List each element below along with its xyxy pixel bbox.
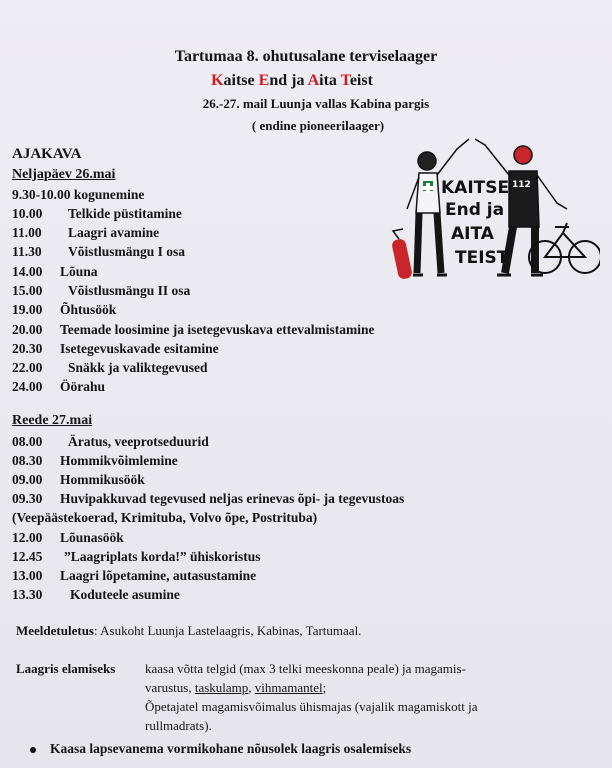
former-camp-note: ( endine pioneerilaager): [251, 118, 385, 133]
schedule-time: 09.00: [12, 472, 43, 487]
schedule-activity: Teemade loosimine ja isetegevuskava ettevalmistamine: [60, 322, 375, 337]
motto-cap-2: E: [258, 72, 270, 89]
schedule-activity: Hommikvõimlemine: [60, 453, 178, 468]
flyer-title: Tartumaa 8. ohutusalane terviselaager: [174, 48, 438, 65]
schedule-row: [12, 472, 145, 488]
raincoat-text: vihmamantel: [254, 680, 323, 695]
logo-line-4: TEIST: [455, 248, 509, 268]
logo-line-3: AITA: [451, 224, 494, 244]
living-line-1: kaasa võtta telgid (max 3 telki meeskonna peale) ja magamis-: [145, 661, 466, 676]
logo-line-1: KAITSE: [441, 178, 510, 198]
schedule-activity: Võistlusmängu II osa: [68, 283, 191, 298]
schedule-time: 13.00: [12, 568, 43, 583]
fire-extinguisher-icon: [391, 229, 413, 280]
schedule-time: 24.00: [12, 379, 43, 394]
schedule-row: [12, 187, 144, 203]
schedule-activity: Õhtusöök: [60, 302, 117, 317]
schedule-activity: Telkide püstitamine: [68, 206, 182, 221]
schedule-time: 08.30: [12, 453, 43, 468]
motto-rest-3: ita: [319, 72, 341, 89]
schedule-time: 10.00: [12, 206, 43, 221]
schedule-row: [12, 568, 256, 584]
schedule-row: [12, 322, 374, 338]
day1-heading: Neljapäev 26.mai: [12, 167, 116, 182]
schedule-time: 15.00: [12, 283, 43, 298]
schedule-row: [12, 206, 182, 222]
schedule-time: 12.45: [12, 549, 43, 564]
reminder-paragraph: [16, 623, 361, 639]
schedule-time: 9.30-10.00: [12, 187, 71, 202]
schedule-time: 11.30: [12, 244, 42, 259]
schedule-activity: Huvipakkuvad tegevused neljas erinevas õpi- ja tegevustoas: [60, 491, 405, 506]
schedule-row: [12, 530, 124, 546]
schedule-row: [12, 264, 98, 280]
schedule-row: [12, 453, 178, 469]
bicycle-icon: [529, 223, 600, 273]
bullet-dot-icon: [30, 747, 36, 753]
schedule-time: 12.00: [12, 530, 43, 545]
motto-rest-1: aitse: [223, 72, 259, 89]
schedule-activity: ”Laagriplats korda!” ühiskoristus: [64, 549, 261, 564]
schedule-row: [12, 302, 116, 318]
schedule-row: [12, 379, 105, 395]
schedule-time: 13.30: [12, 587, 43, 602]
schedule-row: [12, 587, 180, 603]
schedule-row: [12, 549, 261, 565]
motto-cap-3: A: [307, 72, 320, 89]
schedule-row: [12, 491, 404, 507]
motto-rest-4: eist: [349, 72, 373, 89]
schedule-activity: Hommikusöök: [60, 472, 145, 487]
living-line-3: Õpetajatel magamisvõimalus ühismajas (vajalik magamiskott ja: [145, 699, 478, 714]
schedule-time: 11.00: [12, 225, 42, 240]
schedule-activity: Äratus, veeprotseduurid: [68, 434, 209, 449]
schedule-row: [12, 244, 185, 260]
living-line-4: rullmadrats).: [145, 718, 212, 733]
motto-cap-4: T: [340, 72, 350, 89]
schedule-row: [12, 341, 219, 357]
schedule-row: [12, 510, 317, 526]
schedule-activity: Laagri avamine: [68, 225, 160, 240]
consent-bullet: [30, 741, 411, 757]
schedule-time: 08.00: [12, 434, 43, 449]
schedule-activity: Laagri lõpetamine, autasustamine: [60, 568, 257, 583]
living-line-2: varustus, taskulamp, vihmamantel;: [145, 680, 327, 695]
schedule-activity: Lõunasöök: [60, 530, 124, 545]
shirt-number-text: 112: [512, 180, 531, 190]
schedule-time: 09.30: [12, 491, 43, 506]
schedule-time: 20.30: [12, 341, 43, 356]
schedule-activity: Isetegevuskavade esitamine: [60, 341, 219, 356]
schedule-activity: Lõuna: [60, 264, 98, 279]
schedule-row: [12, 283, 190, 299]
schedule-time: 19.00: [12, 302, 43, 317]
schedule-time: 20.00: [12, 322, 43, 337]
motto-cap-1: K: [211, 72, 224, 89]
camp-logo-illustration: [385, 135, 600, 285]
schedule-time: 14.00: [12, 264, 43, 279]
schedule-row: [12, 360, 208, 376]
schedule-row: [12, 434, 209, 450]
consent-text: Kaasa lapsevanema vormikohane nõusolek laagris osalemiseks: [50, 741, 412, 756]
schedule-activity: kogunemine: [73, 187, 145, 202]
schedule-activity: (Veepäästekoerad, Krimituba, Volvo õpe, Postrituba): [12, 510, 318, 525]
schedule-title: AJAKAVA: [12, 146, 82, 162]
reminder-text: : Asukoht Luunja Lastelaagris, Kabinas, Tartumaal.: [93, 623, 362, 638]
logo-line-2: End ja: [445, 200, 505, 220]
schedule-activity: Öörahu: [60, 379, 106, 394]
schedule-time: 22.00: [12, 360, 43, 375]
schedule-activity: Snäkk ja valiktegevused: [68, 360, 208, 375]
flyer-motto: [0, 72, 598, 90]
living-label: Laagris elamiseks: [16, 661, 116, 676]
day2-heading: Reede 27.mai: [12, 413, 93, 428]
schedule-row: [12, 225, 159, 241]
schedule-activity: Koduteele asumine: [70, 587, 180, 602]
motto-rest-2: nd ja: [269, 72, 308, 89]
flashlight-text: taskulamp: [194, 680, 249, 695]
schedule-activity: Võistlusmängu I osa: [68, 244, 186, 259]
reminder-label: Meeldetuletus: [16, 623, 94, 638]
dates-place: 26.-27. mail Luunja vallas Kabina pargis: [202, 96, 430, 111]
